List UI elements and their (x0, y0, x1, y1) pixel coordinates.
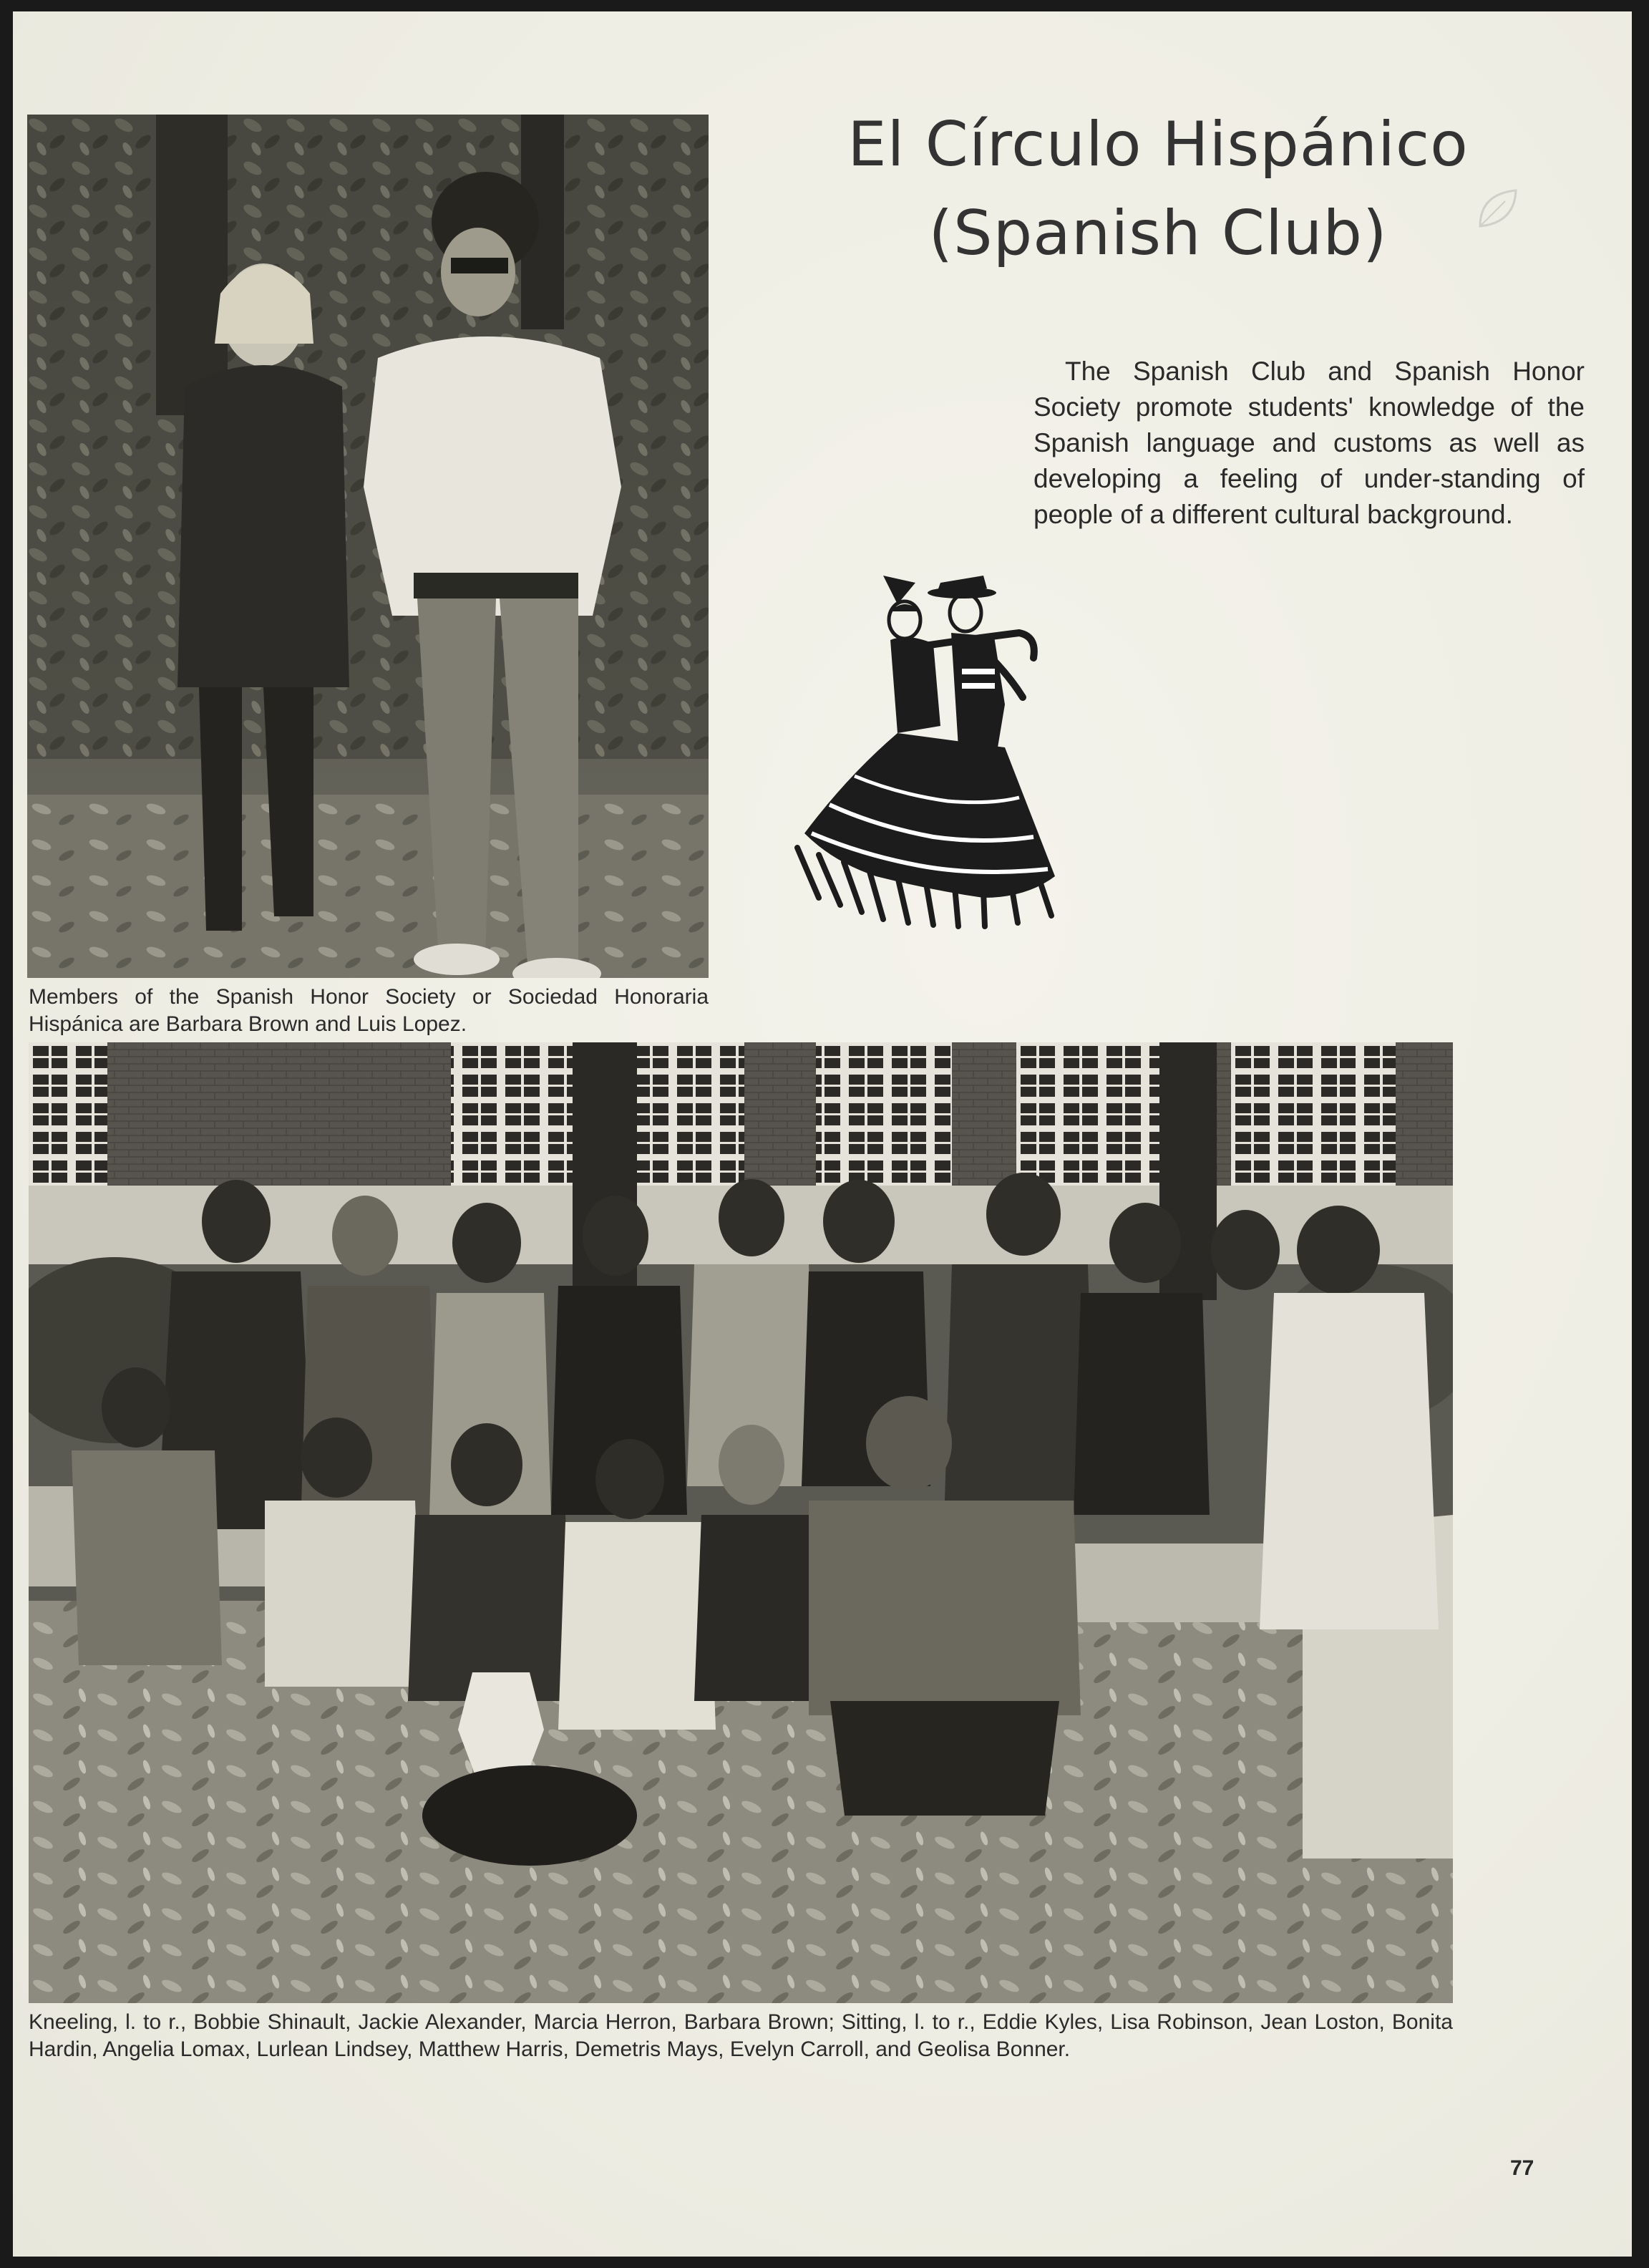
leaf-mark-icon (1473, 183, 1523, 233)
group-photo-caption: Kneeling, l. to r., Bobbie Shinault, Jackie Alexander, Marcia Herron, Barbara Brown; Sitting, l. to r., Eddie Kyles, Lisa Robinson, Jean Loston, Bonita Hardin, Angelia Lomax, Lurlean Lindsey, Matthew Harris, Demetris Mays, Evelyn Carroll, and Geolisa Bonner. (29, 2010, 1453, 2061)
page-subtitle: (Spanish Club) (928, 198, 1388, 269)
yearbook-page (13, 11, 1632, 2257)
page-title: El Círculo Hispánico (847, 109, 1469, 180)
spanish-club-group-photo (29, 1042, 1453, 2003)
honor-society-caption: Members of the Spanish Honor Society or Sociedad Honoraria Hispánica are Barbara Brown and Luis Lopez. (29, 985, 709, 1036)
dancing-couple-illustration (790, 561, 1076, 934)
honor-society-photo (27, 115, 709, 978)
spanish-club-group-photo-image (29, 1042, 1453, 2003)
page-number: 77 (1510, 2156, 1534, 2180)
intro-paragraph: The Spanish Club and Spanish Honor Society promote students' knowledge of the Spanish language and customs as well as developing a feeling of under-standing of people of a different cultural background. (1033, 357, 1585, 529)
honor-society-photo-image (27, 115, 709, 978)
